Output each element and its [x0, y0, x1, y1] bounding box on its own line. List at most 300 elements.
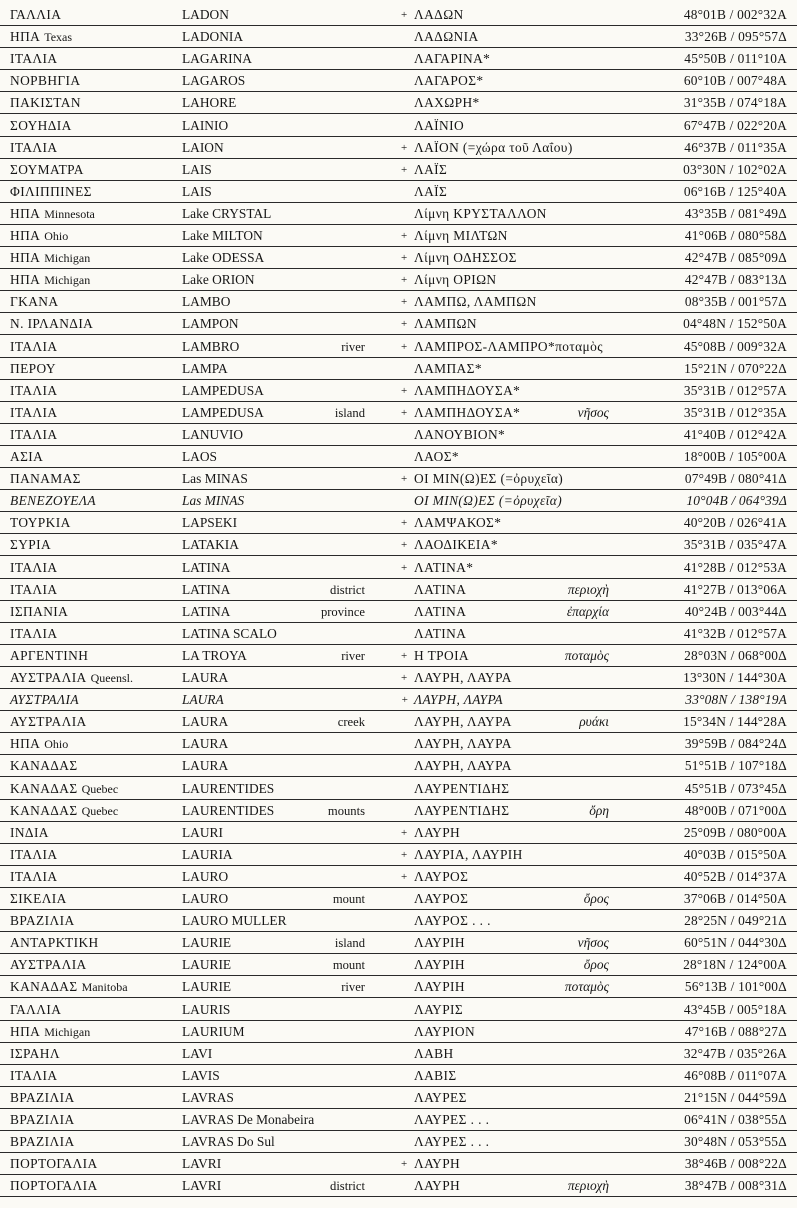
place-name: LAURO MULLER: [182, 913, 287, 929]
greek-feature-type: ρυάκι: [579, 714, 609, 730]
coordinates: 15°34N / 144°28A: [683, 714, 787, 730]
country-region: Minnesota: [44, 206, 95, 221]
greek-name: ΛΑΥΡΕΝΤΙΔΗΣ: [414, 780, 510, 796]
place-name: LAVI: [182, 1045, 213, 1061]
country-name: ΓΑΛΛΙΑ: [10, 7, 62, 22]
table-row: [0, 26, 797, 48]
greek-feature-type: ποταμὸς: [564, 979, 609, 995]
greek-name: ΛΑΤΙΝΑ*: [414, 559, 474, 575]
table-row: [0, 534, 797, 556]
greek-name: Η ΤΡΟΙΑ: [414, 647, 470, 663]
place-name: LAIS: [182, 161, 212, 177]
feature-type: province: [320, 604, 365, 619]
country-cell: [10, 4, 65, 26]
country-cell: [10, 490, 100, 512]
place-name: LAMBO: [182, 294, 231, 310]
place-name: LAION: [182, 139, 224, 155]
country-name: ΒΡΑΖΙΛΙΑ: [10, 1089, 75, 1105]
country-cell: [10, 313, 97, 335]
country-cell: [10, 910, 79, 932]
country-name: ΙΤΑΛΙΑ: [10, 139, 58, 155]
country-name: ΣΥΡΙΑ: [10, 537, 52, 553]
country-cell: [10, 1109, 79, 1131]
table-row: [0, 733, 797, 755]
country-name: ΒΡΑΖΙΛΙΑ: [10, 1112, 75, 1127]
country-region: Quebec: [81, 803, 119, 818]
country-cell: [10, 1065, 61, 1087]
place-name: LATAKIA: [182, 537, 239, 553]
table-row: [0, 137, 797, 159]
greek-name: ΛΑΟΔΙΚΕΙΑ*: [414, 537, 498, 553]
place-name: LADON: [182, 7, 229, 22]
coordinates: 08°35B / 001°57Δ: [684, 294, 787, 310]
table-row: [0, 623, 797, 645]
coordinates: 15°21N / 070°22Δ: [684, 360, 787, 376]
feature-type: island: [334, 405, 365, 420]
country-cell: [10, 822, 53, 844]
feature-type: river: [341, 648, 365, 663]
greek-name: ΛΑΥΡΙΣ: [414, 1001, 464, 1017]
place-name: LAURIE: [182, 957, 232, 973]
place-name: LATINA: [182, 559, 231, 575]
greek-name: ΛΑΪΣ: [414, 161, 448, 177]
country-name: ΓΚΑΝΑ: [10, 294, 59, 310]
place-name: LATINA SCALO: [182, 625, 277, 641]
country-name: ΣΟΥΜΑΤΡΑ: [10, 161, 84, 177]
coordinates: 45°51B / 073°45Δ: [684, 780, 787, 796]
place-name: LAINIO: [182, 117, 229, 133]
plus-marker: +: [401, 141, 408, 154]
place-name: LAURO: [182, 891, 229, 906]
table-row: [0, 954, 797, 976]
place-name: LADONIA: [182, 29, 243, 45]
table-row: [0, 711, 797, 733]
table-row: [0, 1153, 797, 1175]
country-cell: [10, 888, 71, 910]
country-cell: [10, 336, 61, 358]
coordinates: 18°00B / 105°00A: [683, 449, 787, 464]
coordinates: 38°47B / 008°31Δ: [684, 1178, 787, 1194]
country-cell: [10, 1043, 64, 1065]
place-name: LAVRAS: [182, 1089, 234, 1105]
greek-name: ΛΑΓΑΡΟΣ*: [414, 73, 484, 89]
coordinates: 48°01B / 002°32A: [683, 7, 787, 22]
greek-name: ΛΑΝΟΥΒΙΟΝ*: [414, 426, 506, 442]
country-cell: [10, 954, 91, 976]
plus-marker: +: [401, 163, 408, 176]
plus-marker: +: [401, 539, 408, 552]
place-name: Lake MILTON: [182, 228, 263, 243]
coordinates: 06°41N / 038°55Δ: [684, 1112, 787, 1127]
table-row: [0, 490, 797, 512]
coordinates: 31°35B / 074°18A: [683, 95, 787, 111]
table-row: [0, 999, 797, 1021]
place-name: LATINA: [182, 581, 231, 597]
country-name: ΚΑΝΑΔΑΣ: [10, 802, 78, 818]
place-name: LAURA: [182, 692, 224, 708]
greek-name: ΛΑΜΠΡΟΣ-ΛΑΜΠΡΟ*ποταμὸς: [414, 338, 603, 354]
plus-marker: +: [401, 384, 408, 397]
plus-marker: +: [401, 517, 408, 530]
greek-name: ΛΑΪΝΙΟ: [414, 117, 465, 133]
country-name: Ν. ΙΡΛΑΝΔΙΑ: [10, 316, 94, 332]
place-name: LAURA: [182, 670, 229, 685]
coordinates: 38°46B / 008°22Δ: [684, 1156, 787, 1172]
country-cell: [10, 800, 118, 822]
greek-name: ΛΑΥΡΗ: [414, 824, 461, 840]
country-cell: [10, 534, 55, 556]
country-name: ΒΡΑΖΙΛΙΑ: [10, 913, 75, 929]
country-name: ΙΤΑΛΙΑ: [10, 625, 58, 641]
place-name: Las MINAS: [182, 471, 248, 487]
country-cell: [10, 380, 61, 402]
greek-name: ΛΑΒΙΣ: [414, 1067, 457, 1083]
table-row: [0, 115, 797, 137]
country-name: ΠΕΡΟΥ: [10, 360, 56, 376]
greek-name: ΛΑΥΡΙΑ, ΛΑΥΡΙΗ: [414, 846, 523, 862]
plus-marker: +: [401, 473, 408, 486]
place-name: LAVRI: [182, 1178, 222, 1194]
coordinates: 67°47B / 022°20A: [683, 117, 787, 133]
greek-name: ΛΑΜΠΗΔΟΥΣΑ*: [414, 404, 521, 420]
plus-marker: +: [401, 694, 409, 707]
feature-type: district: [330, 582, 365, 597]
coordinates: 43°35B / 081°49Δ: [684, 205, 787, 221]
country-cell: [10, 424, 61, 446]
feature-type: creek: [337, 715, 365, 730]
coordinates: 47°16B / 088°27Δ: [684, 1023, 787, 1039]
table-row: [0, 667, 797, 689]
greek-name: ΛΑΥΡΗ: [414, 1178, 461, 1194]
place-name: LA TROYA: [182, 647, 247, 663]
coordinates: 35°31B / 012°57A: [683, 382, 787, 398]
country-name: ΒΕΝΕΖΟΥΕΛΑ: [10, 493, 96, 509]
plus-marker: +: [401, 1158, 408, 1171]
feature-type: district: [330, 1179, 365, 1194]
country-region: Queensl.: [90, 671, 133, 685]
place-name: LAURENTIDES: [182, 802, 275, 818]
feature-type: river: [341, 980, 365, 995]
country-name: ΙΤΑΛΙΑ: [10, 404, 58, 420]
coordinates: 40°20B / 026°41A: [683, 515, 787, 531]
greek-name: ΛΑΥΡΗ: [414, 1156, 461, 1172]
country-cell: [10, 26, 72, 48]
plus-marker: +: [401, 826, 408, 839]
country-cell: [10, 115, 76, 137]
coordinates: 45°50B / 011°10A: [684, 51, 787, 67]
place-name: LAMPEDUSA: [182, 382, 264, 398]
table-row: [0, 424, 797, 446]
plus-marker: +: [401, 848, 408, 861]
country-region: Texas: [44, 30, 73, 45]
coordinates: 04°48N / 152°50A: [683, 316, 787, 332]
coordinates: 40°52B / 014°37A: [683, 868, 787, 884]
country-name: ΠΑΚΙΣΤΑΝ: [10, 95, 81, 111]
coordinates: 30°48N / 053°55Δ: [684, 1134, 787, 1150]
greek-name: ΟΙ ΜΙΝ(Ω)ΕΣ (=ὀρυχεῖα): [414, 471, 564, 487]
coordinates: 42°47B / 085°09Δ: [684, 250, 787, 266]
country-cell: [10, 92, 85, 114]
feature-type: island: [334, 936, 365, 951]
country-cell: [10, 247, 90, 269]
country-cell: [10, 1153, 102, 1175]
place-name: LAVIS: [182, 1067, 220, 1083]
greek-name: ΛΑΜΠΗΔΟΥΣΑ*: [414, 382, 521, 398]
coordinates: 28°18N / 124°00A: [683, 957, 787, 973]
country-cell: [10, 689, 83, 711]
table-row: [0, 932, 797, 954]
plus-marker: +: [401, 252, 408, 265]
country-cell: [10, 733, 68, 755]
country-name: ΠΑΝΑΜΑΣ: [10, 471, 81, 487]
country-cell: [10, 579, 61, 601]
country-name: ΙΤΑΛΙΑ: [10, 1067, 58, 1083]
place-name: LAURIA: [182, 846, 233, 862]
table-row: [0, 1087, 797, 1109]
table-row: [0, 4, 797, 26]
greek-feature-type: νῆσος: [577, 935, 609, 951]
greek-feature-type: νῆσος: [577, 404, 609, 420]
coordinates: 42°47B / 083°13Δ: [684, 272, 787, 288]
place-name: LATINA: [182, 603, 231, 619]
country-name: ΙΤΑΛΙΑ: [10, 426, 58, 442]
greek-name: ΛΑΜΠΩΝ: [414, 316, 477, 332]
coordinates: 41°06B / 080°58Δ: [684, 228, 787, 243]
greek-name: ΛΑΒΗ: [414, 1045, 454, 1061]
coordinates: 41°28B / 012°53A: [683, 559, 787, 575]
greek-name: ΛΑΥΡΕΣ: [414, 1089, 467, 1105]
coordinates: 28°25N / 049°21Δ: [684, 913, 787, 929]
greek-name: ΛΑΥΡΟΣ: [414, 868, 469, 884]
coordinates: 51°51B / 107°18Δ: [684, 758, 787, 774]
greek-name: ΛΑΓΑΡΙΝΑ*: [414, 51, 491, 67]
greek-name: ΛΑΥΡΗ, ΛΑΥΡΑ: [414, 670, 512, 685]
country-name: ΑΥΣΤΡΑΛΙΑ: [10, 670, 87, 685]
coordinates: 33°08N / 138°19A: [685, 692, 787, 708]
country-region: Michigan: [44, 273, 91, 288]
greek-name: ΛΑΤΙΝΑ: [414, 625, 467, 641]
table-row: [0, 1175, 797, 1197]
table-row: [0, 689, 797, 711]
plus-marker: +: [401, 230, 408, 242]
plus-marker: +: [401, 9, 408, 21]
country-name: ΙΤΑΛΙΑ: [10, 382, 58, 398]
greek-feature-type: περιοχὴ: [567, 581, 609, 597]
table-row: [0, 225, 797, 247]
coordinates: 10°04B / 064°39Δ: [686, 493, 787, 509]
greek-name: ΛΑΥΡΟΣ . . .: [414, 913, 491, 929]
greek-name: ΛΑΥΡΗ, ΛΑΥΡΑ: [414, 736, 512, 752]
greek-name: ΛΑΧΩΡΗ*: [414, 95, 480, 111]
coordinates: 33°26B / 095°57Δ: [684, 29, 787, 45]
country-name: ΙΤΑΛΙΑ: [10, 846, 58, 862]
greek-name: ΛΑΥΡΟΣ: [414, 891, 469, 906]
country-cell: [10, 358, 60, 380]
country-cell: [10, 512, 75, 534]
country-name: ΠΟΡΤΟΓΑΛΙΑ: [10, 1156, 98, 1172]
place-name: LAURA: [182, 758, 229, 774]
table-row: [0, 888, 797, 910]
greek-name: ΛΑΜΠΩ, ΛΑΜΠΩΝ: [414, 294, 537, 310]
country-name: ΚΑΝΑΔΑΣ: [10, 979, 78, 995]
greek-name: ΛΑΤΙΝΑ: [414, 581, 467, 597]
greek-name: ΛΑΥΡΙΗ: [414, 957, 465, 973]
coordinates: 60°51N / 044°30Δ: [684, 935, 787, 951]
greek-name: ΛΑΥΡΗ, ΛΑΥΡΑ: [414, 692, 503, 708]
country-region: Michigan: [44, 251, 91, 266]
table-row: [0, 247, 797, 269]
country-cell: [10, 1175, 102, 1197]
country-name: ΣΙΚΕΛΙΑ: [10, 891, 67, 906]
feature-type: river: [341, 339, 365, 354]
feature-type: mounts: [327, 803, 365, 818]
coordinates: 03°30N / 102°02A: [683, 161, 787, 177]
plus-marker: +: [401, 296, 408, 309]
country-cell: [10, 48, 61, 70]
greek-name: ΛΑΜΠΑΣ*: [414, 360, 482, 376]
country-name: ΙΝΔΙΑ: [10, 824, 49, 840]
place-name: LAURA: [182, 714, 229, 730]
place-name: LAMPEDUSA: [182, 404, 264, 420]
country-region: Ohio: [44, 737, 69, 752]
place-name: LANUVIO: [182, 426, 243, 442]
table-row: [0, 181, 797, 203]
plus-marker: +: [401, 561, 408, 574]
greek-name: ΛΑΥΡΙΗ: [414, 979, 465, 995]
coordinates: 21°15N / 044°59Δ: [684, 1089, 787, 1105]
table-row: [0, 601, 797, 623]
country-region: Manitoba: [81, 980, 128, 995]
coordinates: 25°09B / 080°00A: [683, 824, 787, 840]
place-name: LAURIE: [182, 979, 232, 995]
country-name: ΑΥΣΤΡΑΛΙΑ: [10, 692, 79, 708]
greek-name: ΛΑΟΣ*: [414, 449, 459, 464]
country-cell: [10, 203, 95, 225]
country-cell: [10, 755, 82, 777]
table-row: [0, 70, 797, 92]
country-cell: [10, 225, 68, 247]
place-name: LAVRI: [182, 1156, 222, 1172]
country-region: Michigan: [44, 1024, 91, 1039]
country-cell: [10, 446, 47, 468]
greek-name: Λίμνη ΚΡΥΣΤΑΛΛΟΝ: [414, 205, 547, 221]
place-name: Las MINAS: [182, 493, 245, 509]
place-name: LAHORE: [182, 95, 237, 111]
table-row: [0, 269, 797, 291]
country-cell: [10, 181, 96, 203]
table-row: [0, 1109, 797, 1131]
coordinates: 28°03N / 068°00Δ: [684, 647, 787, 663]
country-name: ΣΟΥΗΔΙΑ: [10, 117, 72, 133]
place-name: Lake ODESSA: [182, 250, 265, 266]
coordinates: 41°40B / 012°42A: [683, 426, 787, 442]
table-row: [0, 512, 797, 534]
coordinates: 46°37B / 011°35A: [684, 139, 787, 155]
country-name: ΙΣΡΑΗΛ: [10, 1045, 60, 1061]
country-cell: [10, 468, 85, 490]
place-name: LAURIE: [182, 935, 232, 951]
greek-name: ΛΑΥΡΗ, ΛΑΥΡΑ: [414, 714, 512, 730]
coordinates: 13°30N / 144°30A: [683, 670, 787, 685]
country-cell: [10, 557, 61, 579]
place-name: LAGAROS: [182, 73, 246, 89]
country-name: ΝΟΡΒΗΓΙΑ: [10, 73, 81, 89]
coordinates: 43°45B / 005°18A: [683, 1001, 787, 1017]
place-name: LAURO: [182, 868, 229, 884]
greek-name: ΛΑΥΡΕΣ . . .: [414, 1112, 490, 1127]
country-cell: [10, 269, 90, 291]
coordinates: 41°27B / 013°06A: [683, 581, 787, 597]
place-name: LAIS: [182, 183, 212, 199]
country-cell: [10, 778, 118, 800]
country-cell: [10, 711, 91, 733]
coordinates: 56°13B / 101°00Δ: [684, 979, 787, 995]
country-name: ΑΣΙΑ: [10, 449, 44, 464]
table-row: [0, 778, 797, 800]
country-cell: [10, 137, 61, 159]
country-name: ΗΠΑ: [10, 29, 41, 45]
country-name: ΗΠΑ: [10, 205, 41, 221]
greek-name: ΛΑΥΡΕΝΤΙΔΗΣ: [414, 802, 510, 818]
place-name: LAOS: [182, 449, 217, 464]
place-name: LAVRAS Do Sul: [182, 1134, 275, 1150]
greek-name: Λίμνη ΟΡΙΩΝ: [414, 272, 497, 288]
greek-name: ΛΑΪΣ: [414, 183, 448, 199]
plus-marker: +: [401, 870, 408, 883]
table-row: [0, 313, 797, 335]
place-name: LAURIUM: [182, 1023, 245, 1039]
greek-name: ΛΑΥΡΗ, ΛΑΥΡΑ: [414, 758, 512, 774]
country-name: ΚΑΝΑΔΑΣ: [10, 780, 78, 796]
country-name: ΙΤΑΛΙΑ: [10, 559, 58, 575]
table-row: [0, 866, 797, 888]
country-name: ΑΥΣΤΡΑΛΙΑ: [10, 714, 87, 730]
place-name: LAPSEKI: [182, 515, 238, 531]
greek-name: ΛΑΥΡΕΣ . . .: [414, 1134, 490, 1150]
place-name: Lake ORION: [182, 272, 255, 288]
country-name: ΗΠΑ: [10, 228, 41, 243]
plus-marker: +: [401, 340, 408, 353]
country-cell: [10, 402, 61, 424]
coordinates: 45°08B / 009°32A: [683, 338, 787, 354]
greek-name: ΛΑΔΩΝΙΑ: [414, 29, 479, 45]
country-name: ΗΠΑ: [10, 1023, 41, 1039]
feature-type: mount: [332, 958, 365, 973]
place-name: LAMPON: [182, 316, 239, 332]
country-name: ΙΤΑΛΙΑ: [10, 868, 58, 884]
table-row: [0, 1065, 797, 1087]
table-row: [0, 976, 797, 998]
table-row: [0, 291, 797, 313]
greek-name: ΛΑΥΡΙΟΝ: [414, 1023, 476, 1039]
country-name: ΙΣΠΑΝΙΑ: [10, 603, 69, 619]
table-row: [0, 336, 797, 358]
table-row: [0, 800, 797, 822]
country-cell: [10, 844, 61, 866]
feature-type: mount: [332, 892, 365, 906]
greek-feature-type: ὄρος: [583, 891, 609, 906]
table-row: [0, 446, 797, 468]
coordinates: 60°10B / 007°48A: [683, 73, 787, 89]
greek-feature-type: ὄρη: [589, 802, 609, 818]
place-name: LAGARINA: [182, 51, 252, 67]
plus-marker: +: [401, 274, 408, 287]
coordinates: 35°31B / 012°35A: [683, 404, 787, 420]
place-name: LAURI: [182, 824, 223, 840]
table-row: [0, 203, 797, 225]
country-name: ΑΡΓΕΝΤΙΝΗ: [10, 647, 89, 663]
table-row: [0, 358, 797, 380]
